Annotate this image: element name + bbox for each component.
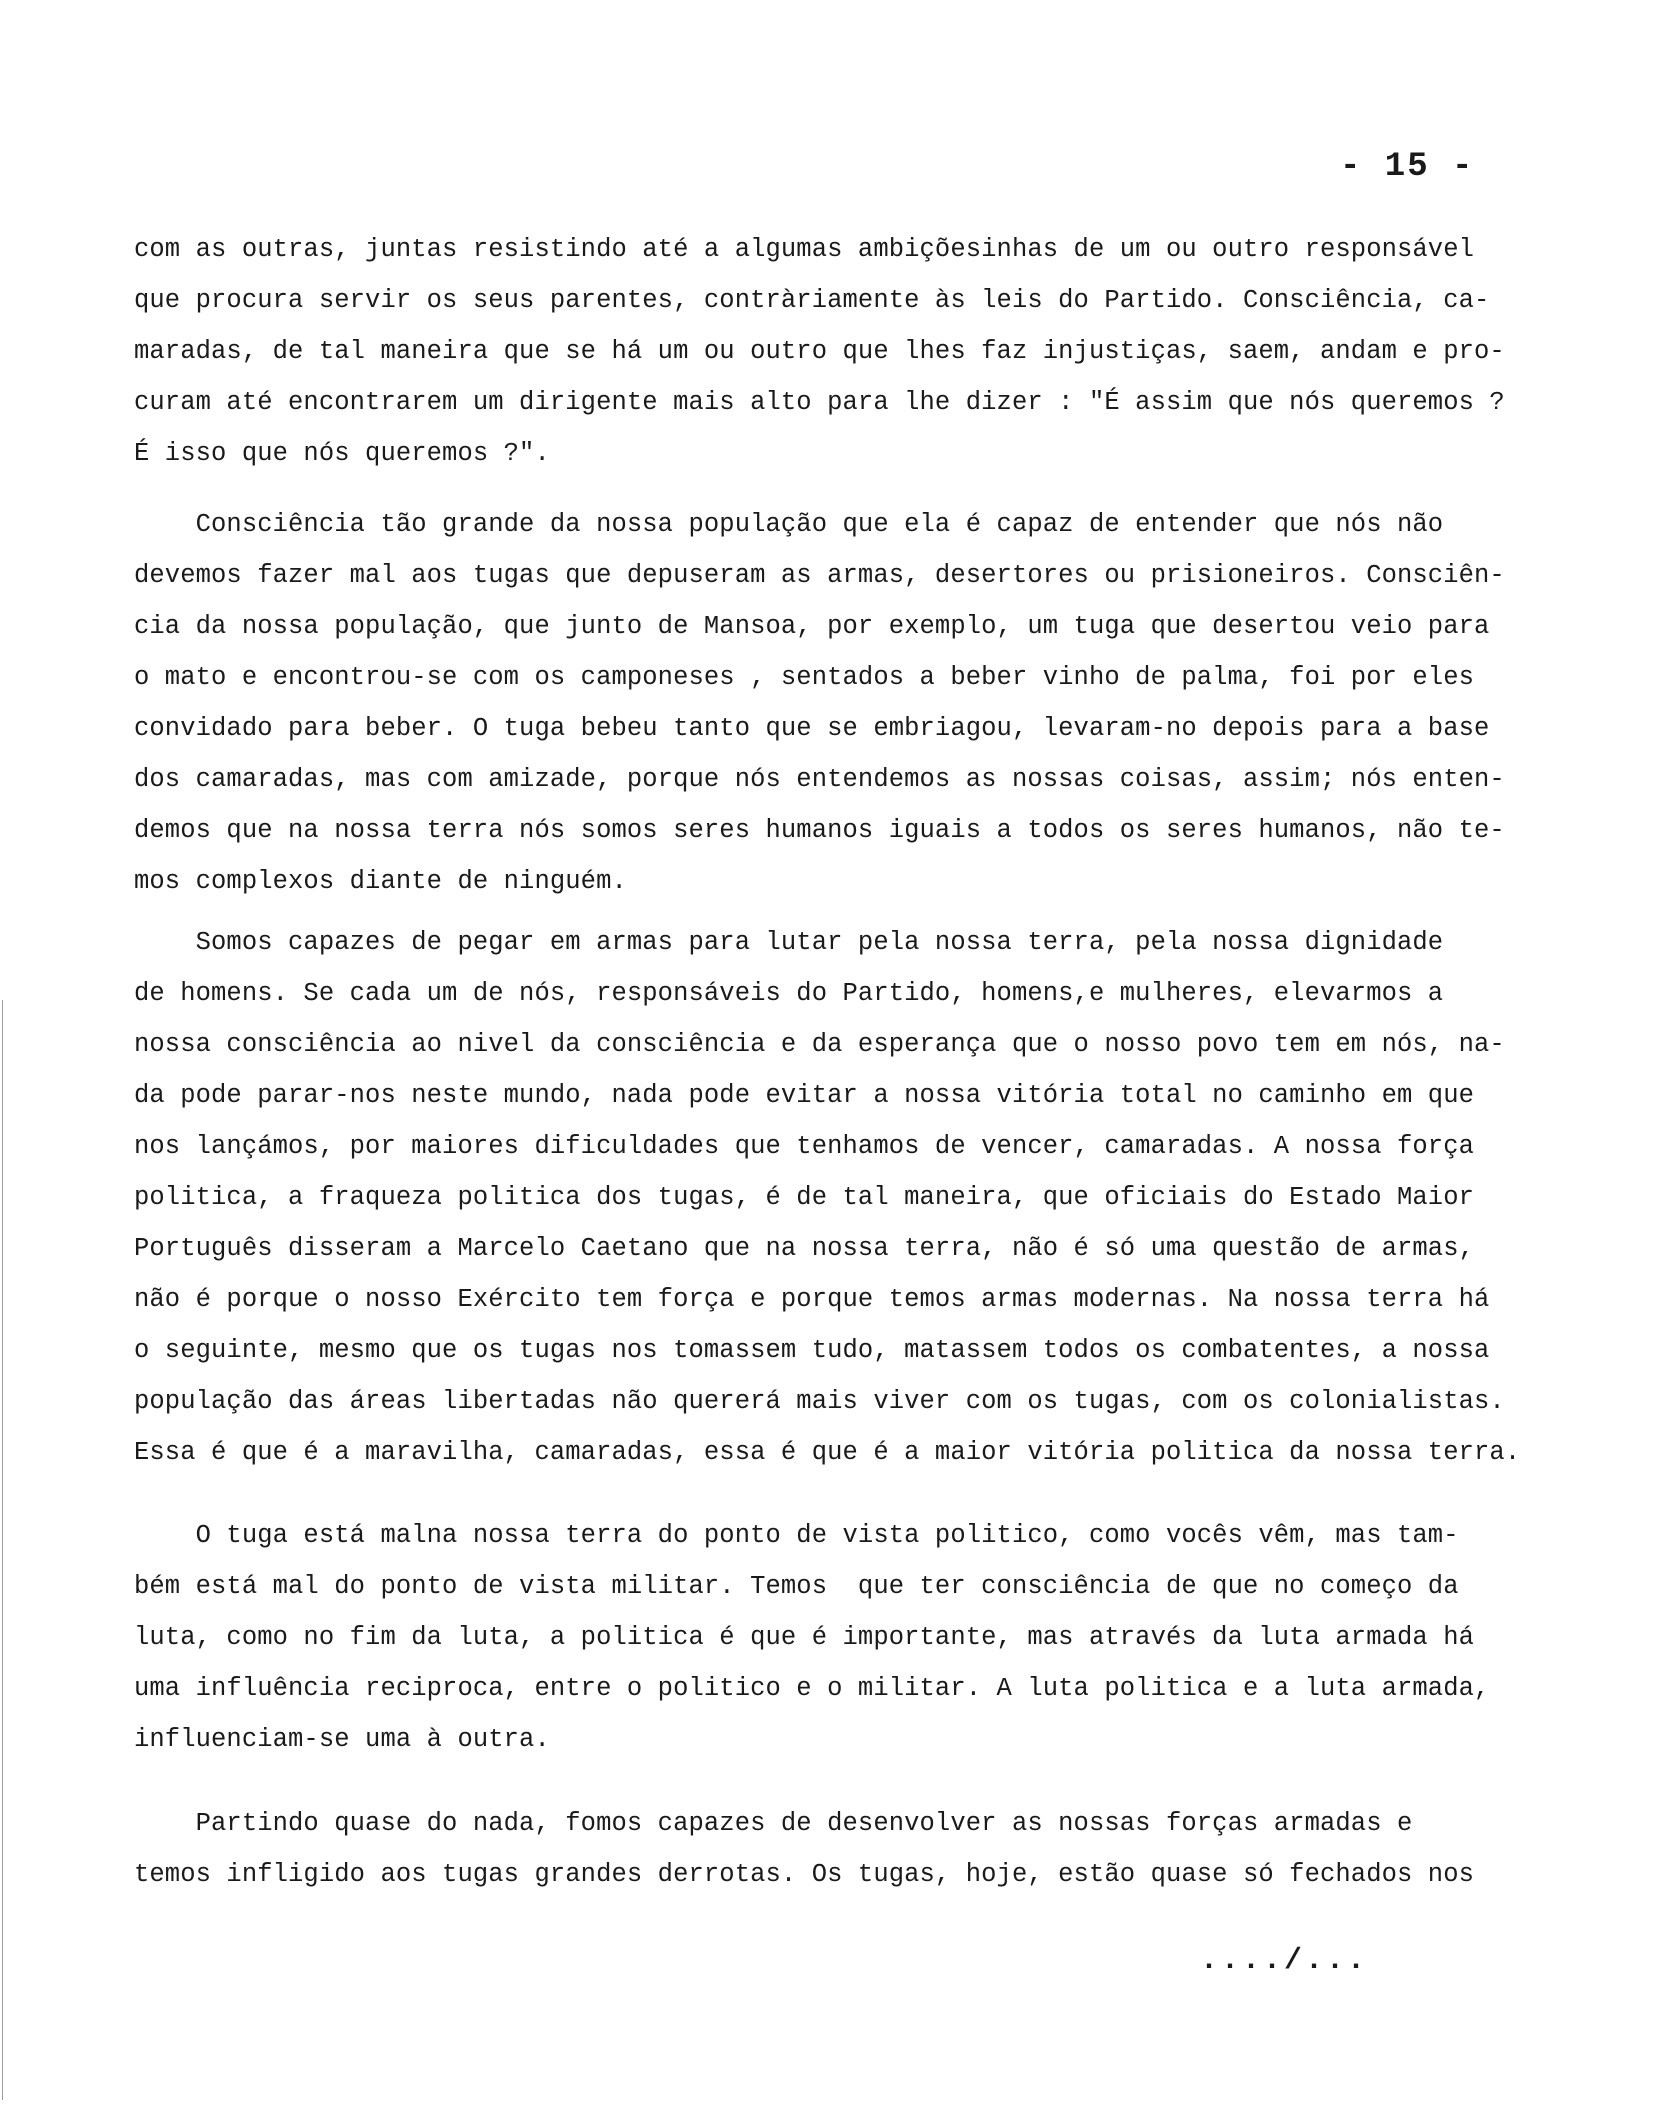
text-line: dos camaradas, mas com amizade, porque nós entendemos as nossas coisas, assim; nós enten-: [134, 765, 1505, 794]
page-number: - 15 -: [1340, 148, 1475, 186]
text-line: Consciência tão grande da nossa população que ela é capaz de entender que nós não: [134, 510, 1444, 539]
page-edge-rule: [2, 1000, 3, 2100]
text-line: politica, a fraqueza politica dos tugas, é de tal maneira, que oficiais do Estado Maior: [134, 1183, 1475, 1212]
text-line: devemos fazer mal aos tugas que depuseram as armas, desertores ou prisioneiros. Consciên-: [134, 561, 1505, 590]
text-line: temos infligido aos tugas grandes derrotas. Os tugas, hoje, estão quase só fechados nos: [134, 1860, 1475, 1889]
text-line: o mato e encontrou-se com os camponeses , sentados a beber vinho de palma, foi por eles: [134, 663, 1475, 692]
text-line: O tuga está malna nossa terra do ponto de vista politico, como vocês vêm, mas tam-: [134, 1521, 1459, 1550]
text-line: população das áreas libertadas não quererá mais viver com os tugas, com os colonialistas.: [134, 1387, 1505, 1416]
text-line: Somos capazes de pegar em armas para lutar pela nossa terra, pela nossa dignidade: [134, 928, 1444, 957]
text-line: demos que na nossa terra nós somos seres humanos iguais a todos os seres humanos, não te-: [134, 816, 1505, 845]
paragraph-4: [134, 1510, 1534, 1765]
text-line: Partindo quase do nada, fomos capazes de desenvolver as nossas forças armadas e: [134, 1809, 1413, 1838]
text-line: não é porque o nosso Exército tem força e porque temos armas modernas. Na nossa terra há: [134, 1285, 1490, 1314]
text-line: com as outras, juntas resistindo até a algumas ambiçõesinhas de um ou outro responsável: [134, 235, 1475, 264]
paragraph-1: [134, 224, 1534, 479]
text-line: influenciam-se uma à outra.: [134, 1725, 550, 1754]
text-line: nos lançámos, por maiores dificuldades que tenhamos de vencer, camaradas. A nossa força: [134, 1132, 1475, 1161]
text-line: É isso que nós queremos ?".: [134, 439, 550, 468]
text-line: uma influência reciproca, entre o politico e o militar. A luta politica e a luta armada,: [134, 1674, 1490, 1703]
text-line: luta, como no fim da luta, a politica é que é importante, mas através da luta armada há: [134, 1623, 1475, 1652]
text-line: maradas, de tal maneira que se há um ou outro que lhes faz injustiças, saem, andam e pro-: [134, 337, 1505, 366]
text-line: da pode parar-nos neste mundo, nada pode evitar a nossa vitória total no caminho em que: [134, 1081, 1475, 1110]
text-line: Essa é que é a maravilha, camaradas, essa é que é a maior vitória politica da nossa terra.: [134, 1438, 1521, 1467]
paragraph-3: [134, 917, 1534, 1478]
text-line: cia da nossa população, que junto de Mansoa, por exemplo, um tuga que desertou veio para: [134, 612, 1490, 641]
text-line: o seguinte, mesmo que os tugas nos tomassem tudo, matassem todos os combatentes, a nossa: [134, 1336, 1490, 1365]
paragraph-2: [134, 499, 1534, 907]
text-line: de homens. Se cada um de nós, responsáveis do Partido, homens,e mulheres, elevarmos a: [134, 979, 1444, 1008]
text-line: bém está mal do ponto de vista militar. Temos que ter consciência de que no começo da: [134, 1572, 1459, 1601]
text-line: mos complexos diante de ninguém.: [134, 867, 627, 896]
continuation-mark: ..../...: [1200, 1944, 1369, 1978]
paragraph-5: [134, 1798, 1534, 1900]
text-line: curam até encontrarem um dirigente mais alto para lhe dizer : "É assim que nós queremos ?: [134, 388, 1505, 417]
text-line: que procura servir os seus parentes, contràriamente às leis do Partido. Consciência, ca-: [134, 286, 1490, 315]
text-line: convidado para beber. O tuga bebeu tanto que se embriagou, levaram-no depois para a base: [134, 714, 1490, 743]
text-line: Português disseram a Marcelo Caetano que na nossa terra, não é só uma questão de armas,: [134, 1234, 1475, 1263]
text-line: nossa consciência ao nivel da consciência e da esperança que o nosso povo tem em nós, na-: [134, 1030, 1505, 1059]
